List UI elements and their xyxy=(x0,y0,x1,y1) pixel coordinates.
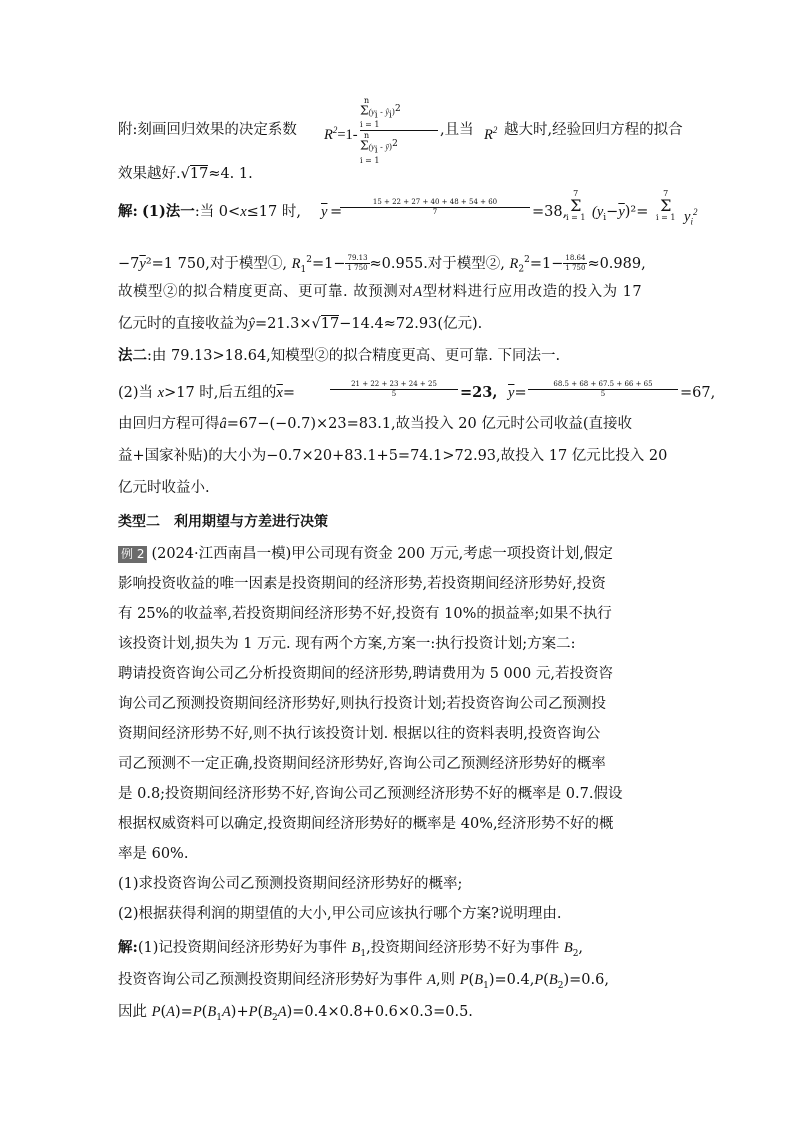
example-line-7: 司乙预测不一定正确,投资期间经济形势好,咨询公司乙预测经济形势好的概率 xyxy=(118,756,606,772)
sol2-line-3: 因此 $P(A)=P(B_1A)+P(B_2A)=0.4\times 0.8+0.6\times 0.3=0.5$. xyxy=(118,1004,473,1023)
example-line-9: 根据权威资料可以确定,投资期间经济形势好的概率是 40%,经济形势不好的概 xyxy=(118,816,614,832)
sol1-line-3: 故模型②的拟合精度更高、更可靠. 故预测对A型材料进行应用改造的投入为 17 xyxy=(118,284,643,300)
r2-symbol: $R^2=1-$ xyxy=(324,125,358,143)
example-line-5: 询公司乙预测投资期间经济形势好,则执行投资计划;若投资咨询公司乙预测投 xyxy=(118,696,606,712)
section-title: 类型二 利用期望与方差进行决策 xyxy=(118,514,328,530)
sqrt-17: √17 xyxy=(180,166,209,182)
example-line-1: 影响投资收益的唯一因素是投资期间的经济形势,若投资期间经济形势好,投资 xyxy=(118,576,606,592)
example-line-0: 例 2 (2024·江西南昌一模)甲公司现有资金 200 万元,考虑一项投资计划,假定 xyxy=(118,544,680,564)
sum-sigma-2: 7 Σ i = 1 xyxy=(656,189,676,222)
sol1-line-7: 由回归方程可得â=67−(−0.7)×23=83.1,故当投入 20 亿元时公司收益(直接收 xyxy=(118,416,632,432)
r2-fraction-model2: $\frac{18.64}{1 750}$ xyxy=(565,254,586,273)
example-line-2: 有 25%的收益率,若投资期间经济形势不好,投资有 10%的损益率;如果不执行 xyxy=(118,606,612,622)
example-line-6: 资期间经济形势不好,则不执行该投资计划. 根据以往的资料表明,投资咨询公 xyxy=(118,726,601,742)
example-line-4: 聘请投资咨询公司乙分析投资期间的经济形势,聘请费用为 5 000 元,若投资咨 xyxy=(118,666,613,682)
mean-x-fraction: $\frac{21 + 22 + 23 + 24 + 25}{5}$ xyxy=(330,380,458,399)
note-line-1: 附:刻画回归效果的决定系数 $R^2=1-$ n $\Sigma(y_i$ - $ŷ_i)^2$ i = 1 n $\Sigma(y_i$ - ȳ)$^2$ i = 1 ,且当 $R^2$ 越大时,经验回归方程的拟合 xyxy=(118,96,683,165)
note-label: 附:刻画回归效果的决定系数 xyxy=(118,122,297,138)
sol1-line-5: 法二:由 79.13>18.64,知模型②的拟合精度更高、更可靠. 下同法一. xyxy=(118,347,561,364)
sol1-line-8: 益+国家补贴)的大小为−0.7×20+83.1+5=74.1>72.93,故投入 17 亿元比投入 20 xyxy=(118,448,668,464)
example-line-11: (1)求投资咨询公司乙预测投资期间经济形势好的概率; xyxy=(118,876,463,892)
example-line-10: 率是 60%. xyxy=(118,846,189,862)
sol1-line-9: 亿元时收益小. xyxy=(118,480,210,496)
mean-y-fraction: $\frac{15 + 22 + 27 + 40 + 48 + 54 + 60}{7}$ xyxy=(340,198,530,217)
sol1-line-4: 亿元时的直接收益为ŷ=21.3×√17−14.4≈72.93(亿元). xyxy=(118,316,483,332)
sol1-line-1: 解: (1)法一:当 0<x≤17 时, $\overline{y}$ = $\frac{15 + 22 + 27 + 40 + 48 + 54 + 60}{7}$ =38, 7 Σ i = 1 $(y_i-\overline{y})^2=$ 7 Σ i = 1 $y_i^2$ xyxy=(118,189,698,227)
mean-y2-fraction: $\frac{68.5 + 68 + 67.5 + 66 + 65}{5}$ xyxy=(528,380,678,399)
example-line-8: 是 0.8;投资期间经济形势不好,咨询公司乙预测经济形势不好的概率是 0.7.假设 xyxy=(118,786,623,802)
example-line-3: 该投资计划,损失为 1 万元. 现有两个方案,方案一:执行投资计划;方案二: xyxy=(118,636,576,652)
r1-fraction: $\frac{79.13}{1 750}$ xyxy=(347,254,368,273)
sol2-line-1: 解:(1)记投资期间经济形势好为事件 $B_1$,投资期间经济形势不好为事件 $B_2$, xyxy=(118,939,584,959)
note-line-2: 效果越好.√17≈4. 1. xyxy=(118,166,253,182)
sol1-line-6: (2)当 x>17 时,后五组的$\overline{x}=$ $\frac{21 + 22 + 23 + 24 + 25}{5}$ =23, $\overline{y}=$ $\frac{68.5 + 68 + 67.5 + 66 + 65}{5}$ =67, xyxy=(118,380,716,401)
sol2-line-2: 投资咨询公司乙预测投资期间经济形势好为事件 A,则 $P(B_1)=0.4,P(B_2)=0.6$, xyxy=(118,972,609,991)
example-badge: 例 2 xyxy=(118,546,147,563)
example-line-12: (2)根据获得利润的期望值的大小,甲公司应该执行哪个方案?说明理由. xyxy=(118,906,562,922)
sol1-line-2: $-7\overline{y}^2=1$ 750,对于模型①, $R_1^2=1-$ $\frac{79.13}{1 750}$ ≈0.955.对于模型②, $R_2^2=1-$ $\frac{18.64}{1 750}$ ≈0.989, xyxy=(118,254,646,275)
r2-fraction: n $\Sigma(y_i$ - $ŷ_i)^2$ i = 1 n $\Sigma(y_i$ - ȳ)$^2$ i = 1 xyxy=(360,96,438,165)
sum-sigma-1: 7 Σ i = 1 xyxy=(566,189,586,222)
